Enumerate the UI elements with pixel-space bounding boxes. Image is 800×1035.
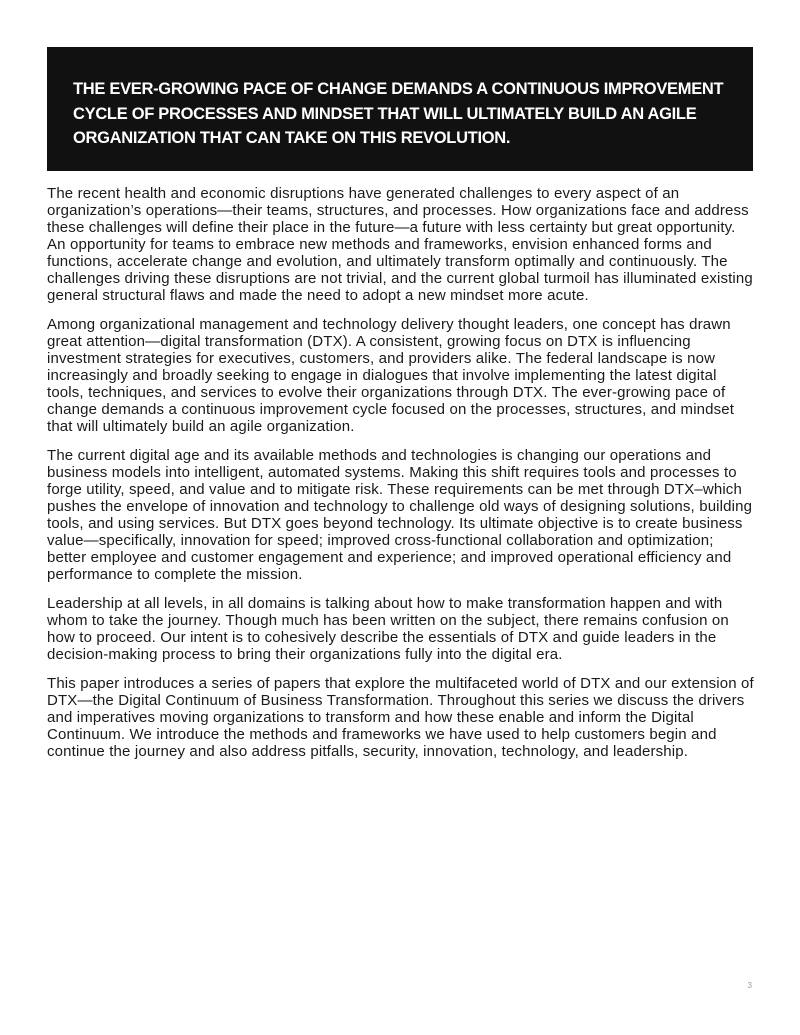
pull-quote-callout: [47, 47, 753, 171]
paragraph-2: Among organizational management and technology delivery thought leaders, one concept has drawn great attention—digital transformation (DTX). A consistent, growing focus on DTX is influencing investment strategies for executives, customers, and providers alike. The federal landscape is now increasingly and broadly seeking to engage in dialogues that involve implementing the latest digital tools, techniques, and services to evolve their organizations through DTX. The ever-growing pace of change demands a continuous improvement cycle focused on the processes, structures, and mindset that will ultimately build an agile organization.: [47, 316, 735, 435]
paragraph-1: The recent health and economic disruptions have generated challenges to every aspect of an organization’s operations—their teams, structures, and processes. How organizations face and address these challenges will define their place in the future—a future with less certainty but great opportunity. An opportunity for teams to embrace new methods and frameworks, envision enhanced forms and functions, accelerate change and evolution, and ultimately transform optimally and continuously. The challenges driving these disruptions are not trivial, and the current global turmoil has illuminated existing general structural flaws and made the need to adopt a new mindset more acute.: [47, 185, 753, 304]
paragraph-3: The current digital age and its available methods and technologies is changing our operations and business models into intelligent, automated systems. Making this shift requires tools and processes to forge utility, speed, and value and to mitigate risk. These requirements can be met through DTX–which pushes the envelope of innovation and technology to challenge old ways of designing solutions, building tools, and using services. But DTX goes beyond technology. Its ultimate objective is to create business value—specifically, innovation for speed; improved cross-functional collaboration and optimization; better employee and customer engagement and experience; and improved operational efficiency and performance to complete the mission.: [47, 447, 753, 583]
pull-quote-text: THE EVER-GROWING PACE OF CHANGE DEMANDS A CONTINUOUS IMPROVEMENT CYCLE OF PROCESSES AND MINDSET THAT WILL ULTIMATELY BUILD AN AGILE ORGANIZATION THAT CAN TAKE ON THIS REVOLUTION.: [73, 80, 724, 147]
body-text: [47, 185, 755, 772]
paragraph-5: This paper introduces a series of papers that explore the multifaceted world of DTX and our extension of DTX—the Digital Continuum of Business Transformation. Throughout this series we discuss the drivers and imperatives moving organizations to transform and how these enable and inform the Digital Continuum. We introduce the methods and frameworks we have used to help customers begin and continue the journey and also address pitfalls, security, innovation, technology, and leadership.: [47, 675, 754, 760]
page-number: 3: [747, 981, 752, 990]
paragraph-4: Leadership at all levels, in all domains is talking about how to make transformation happen and with whom to take the journey. Though much has been written on the subject, there remains confusion on how to proceed. Our intent is to cohesively describe the essentials of DTX and guide leaders in the decision-making process to bring their organizations fully into the digital era.: [47, 595, 729, 663]
